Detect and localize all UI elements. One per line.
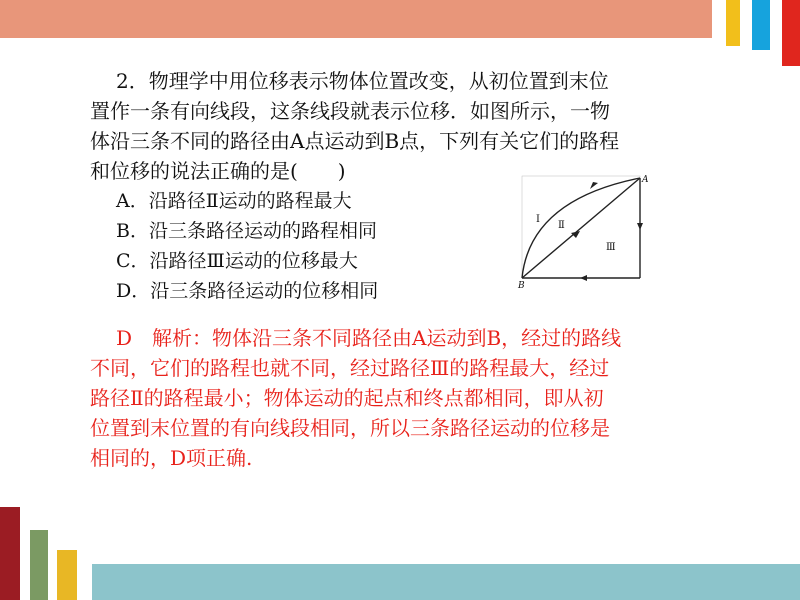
bottom-decor-bar bbox=[92, 564, 800, 600]
question-line: 体沿三条不同的路径由A点运动到B点，下列有关它们的路程 bbox=[90, 129, 620, 153]
path-3-label: Ⅲ bbox=[606, 242, 616, 253]
side-arrow bbox=[637, 223, 643, 230]
question-line: 和位移的说法正确的是( ) bbox=[90, 159, 346, 183]
accent-bar-red bbox=[782, 0, 800, 66]
option-c: C．沿路径Ⅲ运动的位移最大 bbox=[116, 250, 358, 272]
option-d: D．沿三条路径运动的位移相同 bbox=[116, 280, 379, 302]
analysis-line: D 解析：物体沿三条不同路径由A运动到B，经过的路线 bbox=[116, 326, 622, 350]
option-b: B．沿三条路径运动的路程相同 bbox=[116, 220, 377, 242]
analysis-line: 路径Ⅱ的路程最小；物体运动的起点和终点都相同，即从初 bbox=[90, 386, 604, 410]
arc-arrow bbox=[590, 182, 598, 189]
option-a: A．沿路径Ⅱ运动的路程最大 bbox=[116, 190, 352, 212]
point-b-label: B bbox=[518, 281, 525, 291]
top-decor-bar bbox=[0, 0, 712, 38]
bottom-arrow bbox=[580, 275, 587, 281]
bottom-left-bar-green bbox=[30, 530, 48, 600]
question-line: 2．物理学中用位移表示物体位置改变，从初位置到末位 bbox=[116, 69, 609, 93]
point-a-label: A bbox=[642, 175, 649, 185]
path-diagram bbox=[510, 170, 660, 295]
accent-bar-blue bbox=[752, 0, 770, 50]
path-2-line bbox=[522, 178, 640, 278]
analysis-line: 位置到末位置的有向线段相同，所以三条路径运动的位移是 bbox=[90, 416, 610, 440]
path-2-label: Ⅱ bbox=[558, 220, 565, 231]
analysis-line: 不同，它们的路程也就不同，经过路径Ⅲ的路程最大，经过 bbox=[90, 356, 610, 380]
bottom-left-bar-yellow bbox=[57, 550, 77, 600]
analysis-line: 相同的，D项正确. bbox=[90, 446, 253, 470]
path-1-label: Ⅰ bbox=[536, 214, 540, 225]
bottom-left-bar-red bbox=[0, 507, 20, 600]
accent-bar-yellow bbox=[726, 0, 740, 46]
question-line: 置作一条有向线段，这条线段就表示位移．如图所示，一物 bbox=[90, 99, 610, 123]
